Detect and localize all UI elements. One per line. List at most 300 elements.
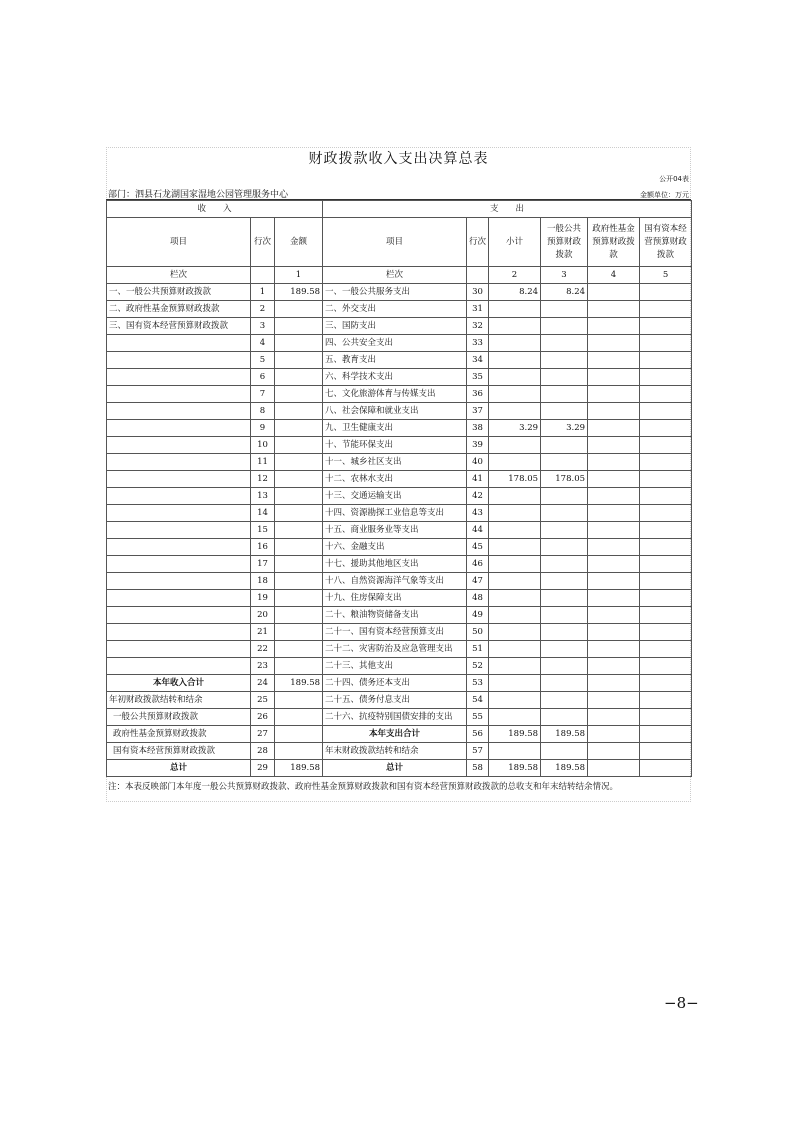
expense-general-budget-cell xyxy=(541,488,588,505)
table-row xyxy=(107,352,692,369)
expense-general-budget-cell xyxy=(541,437,588,454)
gov-fund-header: 政府性基金预算财政拨款 xyxy=(588,218,640,267)
expense-gov-fund-cell xyxy=(588,471,640,488)
expense-general-budget-cell xyxy=(541,522,588,539)
income-item-cell xyxy=(107,403,251,420)
column-number-blank xyxy=(467,267,489,284)
income-item-cell: 总计 xyxy=(107,760,251,777)
expense-subtotal-cell xyxy=(489,488,541,505)
expense-line-cell: 49 xyxy=(467,607,489,624)
income-item-cell: 一般公共预算财政拨款 xyxy=(107,709,251,726)
income-amount-cell xyxy=(275,420,323,437)
income-line-cell: 3 xyxy=(251,318,275,335)
expense-state-capital-cell xyxy=(640,675,692,692)
income-line-cell: 11 xyxy=(251,454,275,471)
expense-subtotal-cell xyxy=(489,301,541,318)
expense-line-cell: 56 xyxy=(467,726,489,743)
income-line-cell: 2 xyxy=(251,301,275,318)
expense-state-capital-cell xyxy=(640,301,692,318)
expense-line-cell: 42 xyxy=(467,488,489,505)
expense-line-cell: 32 xyxy=(467,318,489,335)
income-amount-cell xyxy=(275,301,323,318)
income-line-cell: 5 xyxy=(251,352,275,369)
expense-state-capital-cell xyxy=(640,335,692,352)
expense-section-header: 支 出 xyxy=(323,201,692,218)
expense-subtotal-cell xyxy=(489,437,541,454)
expense-state-capital-cell xyxy=(640,471,692,488)
expense-subtotal-cell xyxy=(489,607,541,624)
expense-general-budget-cell xyxy=(541,675,588,692)
expense-state-capital-cell xyxy=(640,743,692,760)
income-amount-cell xyxy=(275,386,323,403)
income-amount-cell xyxy=(275,471,323,488)
expense-state-capital-cell xyxy=(640,709,692,726)
table-row xyxy=(107,522,692,539)
expense-line-cell: 40 xyxy=(467,454,489,471)
income-line-cell: 26 xyxy=(251,709,275,726)
expense-state-capital-cell xyxy=(640,505,692,522)
expense-item-header: 项目 xyxy=(323,218,467,267)
income-item-cell xyxy=(107,590,251,607)
column-number-blank xyxy=(251,267,275,284)
expense-line-cell: 57 xyxy=(467,743,489,760)
state-capital-header: 国有资本经营预算财政拨款 xyxy=(640,218,692,267)
income-item-header: 项目 xyxy=(107,218,251,267)
expense-gov-fund-cell xyxy=(588,454,640,471)
income-line-cell: 28 xyxy=(251,743,275,760)
table-row xyxy=(107,403,692,420)
table-row xyxy=(107,641,692,658)
expense-subtotal-cell xyxy=(489,335,541,352)
expense-subtotal-cell: 189.58 xyxy=(489,726,541,743)
expense-item-cell: 十九、住房保障支出 xyxy=(323,590,467,607)
expense-item-cell: 九、卫生健康支出 xyxy=(323,420,467,437)
expense-general-budget-cell xyxy=(541,505,588,522)
table-row xyxy=(107,505,692,522)
income-item-cell xyxy=(107,437,251,454)
expense-line-cell: 35 xyxy=(467,369,489,386)
expense-gov-fund-cell xyxy=(588,539,640,556)
expense-item-cell: 二十三、其他支出 xyxy=(323,658,467,675)
expense-item-cell: 二十五、债务付息支出 xyxy=(323,692,467,709)
income-line-cell: 21 xyxy=(251,624,275,641)
expense-line-cell: 30 xyxy=(467,284,489,301)
income-amount-cell xyxy=(275,573,323,590)
expense-line-cell: 36 xyxy=(467,386,489,403)
expense-state-capital-cell xyxy=(640,573,692,590)
expense-item-cell: 十六、金融支出 xyxy=(323,539,467,556)
table-row xyxy=(107,709,692,726)
income-line-cell: 1 xyxy=(251,284,275,301)
expense-subtotal-cell xyxy=(489,403,541,420)
table-row xyxy=(107,437,692,454)
table-row xyxy=(107,471,692,488)
income-line-cell: 22 xyxy=(251,641,275,658)
expense-subtotal-cell xyxy=(489,658,541,675)
expense-item-cell: 年末财政拨款结转和结余 xyxy=(323,743,467,760)
income-amount-cell xyxy=(275,726,323,743)
summary-table xyxy=(106,200,692,777)
income-item-cell: 一、一般公共预算财政拨款 xyxy=(107,284,251,301)
expense-subtotal-cell xyxy=(489,386,541,403)
table-row xyxy=(107,284,692,301)
expense-general-budget-cell xyxy=(541,352,588,369)
income-amount-cell xyxy=(275,539,323,556)
expense-gov-fund-cell xyxy=(588,607,640,624)
table-row xyxy=(107,556,692,573)
expense-gov-fund-cell xyxy=(588,658,640,675)
income-amount-cell: 189.58 xyxy=(275,760,323,777)
expense-line-cell: 45 xyxy=(467,539,489,556)
income-item-cell xyxy=(107,522,251,539)
expense-item-cell: 十四、资源勘探工业信息等支出 xyxy=(323,505,467,522)
income-item-cell xyxy=(107,658,251,675)
general-budget-header: 一般公共预算财政拨款 xyxy=(541,218,588,267)
income-line-cell: 7 xyxy=(251,386,275,403)
expense-general-budget-cell: 8.24 xyxy=(541,284,588,301)
income-amount-cell xyxy=(275,505,323,522)
report-title: 财政拨款收入支出决算总表 xyxy=(308,151,489,167)
table-row xyxy=(107,573,692,590)
expense-subtotal-cell xyxy=(489,675,541,692)
expense-line-cell: 55 xyxy=(467,709,489,726)
expense-item-cell: 四、公共安全支出 xyxy=(323,335,467,352)
table-row xyxy=(107,488,692,505)
expense-line-cell: 47 xyxy=(467,573,489,590)
expense-state-capital-cell xyxy=(640,284,692,301)
expense-general-budget-cell: 189.58 xyxy=(541,760,588,777)
expense-subtotal-cell xyxy=(489,522,541,539)
expense-line-header: 行次 xyxy=(467,218,489,267)
expense-line-cell: 50 xyxy=(467,624,489,641)
expense-item-cell: 十五、商业服务业等支出 xyxy=(323,522,467,539)
income-item-cell xyxy=(107,454,251,471)
expense-line-cell: 53 xyxy=(467,675,489,692)
income-amount-cell xyxy=(275,403,323,420)
expense-general-budget-cell xyxy=(541,743,588,760)
income-line-cell: 16 xyxy=(251,539,275,556)
expense-line-cell: 51 xyxy=(467,641,489,658)
expense-subtotal-cell xyxy=(489,641,541,658)
expense-general-budget-cell xyxy=(541,556,588,573)
expense-gov-fund-cell xyxy=(588,403,640,420)
income-line-cell: 23 xyxy=(251,658,275,675)
expense-subtotal-cell xyxy=(489,454,541,471)
income-item-cell xyxy=(107,420,251,437)
income-item-cell xyxy=(107,335,251,352)
income-amount-cell xyxy=(275,522,323,539)
expense-subtotal-cell xyxy=(489,573,541,590)
income-amount-cell xyxy=(275,641,323,658)
expense-item-cell: 二十四、债务还本支出 xyxy=(323,675,467,692)
income-item-cell xyxy=(107,556,251,573)
expense-gov-fund-cell xyxy=(588,624,640,641)
table-row xyxy=(107,454,692,471)
expense-line-cell: 43 xyxy=(467,505,489,522)
expense-subtotal-cell xyxy=(489,692,541,709)
expense-subtotal-cell xyxy=(489,505,541,522)
expense-subtotal-cell xyxy=(489,318,541,335)
expense-line-cell: 48 xyxy=(467,590,489,607)
expense-general-budget-cell xyxy=(541,403,588,420)
amount-unit: 金额单位：万元 xyxy=(640,191,689,199)
expense-line-cell: 31 xyxy=(467,301,489,318)
expense-line-cell: 46 xyxy=(467,556,489,573)
expense-gov-fund-cell xyxy=(588,692,640,709)
expense-state-capital-cell xyxy=(640,590,692,607)
expense-gov-fund-cell xyxy=(588,709,640,726)
expense-gov-fund-cell xyxy=(588,369,640,386)
income-line-cell: 8 xyxy=(251,403,275,420)
income-amount-cell xyxy=(275,590,323,607)
expense-item-cell: 八、社会保障和就业支出 xyxy=(323,403,467,420)
expense-line-cell: 38 xyxy=(467,420,489,437)
income-item-cell xyxy=(107,607,251,624)
expense-general-budget-cell: 3.29 xyxy=(541,420,588,437)
expense-state-capital-cell xyxy=(640,658,692,675)
header-row-columns xyxy=(107,218,692,267)
income-amount-cell xyxy=(275,488,323,505)
expense-item-cell: 十三、交通运输支出 xyxy=(323,488,467,505)
expense-general-budget-cell xyxy=(541,539,588,556)
income-line-cell: 15 xyxy=(251,522,275,539)
expense-general-budget-cell xyxy=(541,573,588,590)
income-section-header: 收 入 xyxy=(107,201,323,218)
expense-gov-fund-cell xyxy=(588,437,640,454)
income-item-cell xyxy=(107,369,251,386)
income-amount-cell xyxy=(275,624,323,641)
expense-item-cell: 总计 xyxy=(323,760,467,777)
expense-item-cell: 五、教育支出 xyxy=(323,352,467,369)
income-item-cell xyxy=(107,471,251,488)
expense-gov-fund-cell xyxy=(588,318,640,335)
income-item-cell xyxy=(107,573,251,590)
expense-item-cell: 十八、自然资源海洋气象等支出 xyxy=(323,573,467,590)
income-line-cell: 27 xyxy=(251,726,275,743)
column-number-1: 1 xyxy=(275,267,323,284)
table-row xyxy=(107,726,692,743)
expense-gov-fund-cell xyxy=(588,675,640,692)
expense-item-cell: 十七、援助其他地区支出 xyxy=(323,556,467,573)
footnote: 注：本表反映部门本年度一般公共预算财政拨款、政府性基金预算财政拨款和国有资本经营预算财政拨款的总收支和年末结转结余情况。 xyxy=(108,782,619,792)
expense-item-cell: 二十、粮油物资储备支出 xyxy=(323,607,467,624)
expense-state-capital-cell xyxy=(640,522,692,539)
expense-gov-fund-cell xyxy=(588,335,640,352)
expense-gov-fund-cell xyxy=(588,505,640,522)
income-line-header: 行次 xyxy=(251,218,275,267)
expense-general-budget-cell: 189.58 xyxy=(541,726,588,743)
income-item-cell xyxy=(107,488,251,505)
table-row xyxy=(107,658,692,675)
table-row xyxy=(107,420,692,437)
expense-general-budget-cell xyxy=(541,318,588,335)
department-label: 部门：泗县石龙湖国家湿地公园管理服务中心 xyxy=(108,190,289,200)
expense-subtotal-cell xyxy=(489,624,541,641)
income-line-cell: 9 xyxy=(251,420,275,437)
income-line-cell: 19 xyxy=(251,590,275,607)
income-amount-cell xyxy=(275,335,323,352)
table-row xyxy=(107,675,692,692)
table-row xyxy=(107,386,692,403)
expense-subtotal-cell: 178.05 xyxy=(489,471,541,488)
expense-line-cell: 52 xyxy=(467,658,489,675)
table-row xyxy=(107,318,692,335)
expense-item-cell: 二十六、抗疫特别国债安排的支出 xyxy=(323,709,467,726)
expense-line-cell: 37 xyxy=(467,403,489,420)
expense-gov-fund-cell xyxy=(588,352,640,369)
income-line-cell: 20 xyxy=(251,607,275,624)
expense-general-budget-cell xyxy=(541,709,588,726)
expense-general-budget-cell xyxy=(541,454,588,471)
expense-line-cell: 41 xyxy=(467,471,489,488)
expense-subtotal-cell xyxy=(489,743,541,760)
expense-state-capital-cell xyxy=(640,488,692,505)
expense-state-capital-cell xyxy=(640,624,692,641)
expense-general-budget-cell: 178.05 xyxy=(541,471,588,488)
income-line-cell: 12 xyxy=(251,471,275,488)
expense-state-capital-cell xyxy=(640,403,692,420)
expense-subtotal-cell xyxy=(489,369,541,386)
expense-gov-fund-cell xyxy=(588,301,640,318)
income-amount-cell xyxy=(275,454,323,471)
table-row xyxy=(107,335,692,352)
header-row-column-numbers xyxy=(107,267,692,284)
expense-subtotal-cell xyxy=(489,709,541,726)
expense-line-cell: 58 xyxy=(467,760,489,777)
expense-general-budget-cell xyxy=(541,658,588,675)
income-item-cell xyxy=(107,386,251,403)
table-row xyxy=(107,692,692,709)
expense-state-capital-cell xyxy=(640,454,692,471)
expense-subtotal-cell xyxy=(489,556,541,573)
table-row xyxy=(107,607,692,624)
income-line-cell: 14 xyxy=(251,505,275,522)
income-line-cell: 4 xyxy=(251,335,275,352)
expense-general-budget-cell xyxy=(541,369,588,386)
income-amount-cell xyxy=(275,709,323,726)
expense-general-budget-cell xyxy=(541,641,588,658)
expense-line-cell: 39 xyxy=(467,437,489,454)
expense-subtotal-cell xyxy=(489,352,541,369)
expense-general-budget-cell xyxy=(541,386,588,403)
income-item-cell: 政府性基金预算财政拨款 xyxy=(107,726,251,743)
income-item-cell: 国有资本经营预算财政拨款 xyxy=(107,743,251,760)
expense-state-capital-cell xyxy=(640,726,692,743)
expense-item-cell: 十二、农林水支出 xyxy=(323,471,467,488)
income-item-cell xyxy=(107,641,251,658)
column-number-3: 3 xyxy=(541,267,588,284)
income-amount-cell xyxy=(275,318,323,335)
income-amount-cell xyxy=(275,352,323,369)
expense-line-cell: 54 xyxy=(467,692,489,709)
income-amount-cell xyxy=(275,658,323,675)
income-line-cell: 29 xyxy=(251,760,275,777)
expense-item-cell: 一、一般公共服务支出 xyxy=(323,284,467,301)
expense-state-capital-cell xyxy=(640,692,692,709)
table-row xyxy=(107,301,692,318)
expense-general-budget-cell xyxy=(541,624,588,641)
income-amount-header: 金额 xyxy=(275,218,323,267)
income-item-cell xyxy=(107,539,251,556)
expense-gov-fund-cell xyxy=(588,488,640,505)
table-row xyxy=(107,369,692,386)
income-item-cell: 二、政府性基金预算财政拨款 xyxy=(107,301,251,318)
income-line-cell: 18 xyxy=(251,573,275,590)
expense-item-cell: 十一、城乡社区支出 xyxy=(323,454,467,471)
income-line-cell: 10 xyxy=(251,437,275,454)
header-row-sections xyxy=(107,201,692,218)
expense-subtotal-cell: 8.24 xyxy=(489,284,541,301)
table-row xyxy=(107,760,692,777)
income-amount-cell xyxy=(275,556,323,573)
expense-subtotal-cell xyxy=(489,590,541,607)
expense-line-cell: 34 xyxy=(467,352,489,369)
income-item-cell xyxy=(107,352,251,369)
page-number: −8− xyxy=(664,994,699,1012)
expense-state-capital-cell xyxy=(640,369,692,386)
table-row xyxy=(107,743,692,760)
expense-line-cell: 44 xyxy=(467,522,489,539)
expense-gov-fund-cell xyxy=(588,420,640,437)
expense-general-budget-cell xyxy=(541,335,588,352)
income-item-cell xyxy=(107,624,251,641)
column-number-4: 4 xyxy=(588,267,640,284)
expense-item-cell: 十、节能环保支出 xyxy=(323,437,467,454)
expense-item-cell: 三、国防支出 xyxy=(323,318,467,335)
column-label-expense: 栏次 xyxy=(323,267,467,284)
expense-state-capital-cell xyxy=(640,641,692,658)
expense-item-cell: 六、科学技术支出 xyxy=(323,369,467,386)
subtotal-header: 小计 xyxy=(489,218,541,267)
income-amount-cell xyxy=(275,369,323,386)
income-item-cell: 年初财政拨款结转和结余 xyxy=(107,692,251,709)
expense-subtotal-cell: 3.29 xyxy=(489,420,541,437)
expense-item-cell: 七、文化旅游体育与传媒支出 xyxy=(323,386,467,403)
expense-state-capital-cell xyxy=(640,539,692,556)
expense-state-capital-cell xyxy=(640,318,692,335)
income-line-cell: 25 xyxy=(251,692,275,709)
expense-state-capital-cell xyxy=(640,420,692,437)
expense-state-capital-cell xyxy=(640,556,692,573)
column-number-2: 2 xyxy=(489,267,541,284)
income-line-cell: 6 xyxy=(251,369,275,386)
table-number: 公开04表 xyxy=(659,175,689,183)
expense-item-cell: 二、外交支出 xyxy=(323,301,467,318)
income-item-cell xyxy=(107,505,251,522)
expense-gov-fund-cell xyxy=(588,556,640,573)
expense-gov-fund-cell xyxy=(588,743,640,760)
expense-general-budget-cell xyxy=(541,301,588,318)
table-row xyxy=(107,624,692,641)
expense-gov-fund-cell xyxy=(588,284,640,301)
expense-gov-fund-cell xyxy=(588,522,640,539)
income-line-cell: 17 xyxy=(251,556,275,573)
expense-item-cell: 二十一、国有资本经营预算支出 xyxy=(323,624,467,641)
income-amount-cell xyxy=(275,743,323,760)
expense-gov-fund-cell xyxy=(588,726,640,743)
expense-general-budget-cell xyxy=(541,590,588,607)
expense-item-cell: 本年支出合计 xyxy=(323,726,467,743)
expense-general-budget-cell xyxy=(541,692,588,709)
income-line-cell: 13 xyxy=(251,488,275,505)
income-amount-cell xyxy=(275,607,323,624)
expense-state-capital-cell xyxy=(640,607,692,624)
expense-subtotal-cell: 189.58 xyxy=(489,760,541,777)
expense-gov-fund-cell xyxy=(588,760,640,777)
column-label-income: 栏次 xyxy=(107,267,251,284)
income-item-cell: 本年收入合计 xyxy=(107,675,251,692)
table-row xyxy=(107,590,692,607)
